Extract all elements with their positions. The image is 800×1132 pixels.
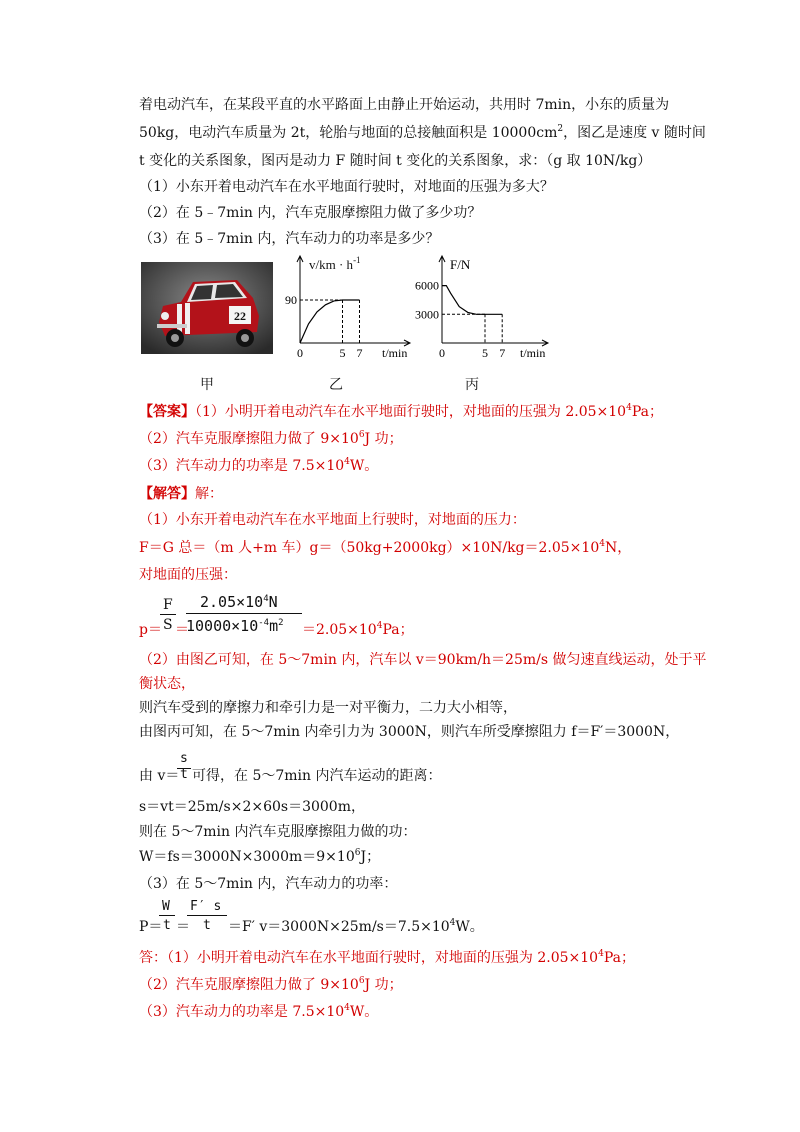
y-tick-label: 3000 — [415, 307, 439, 322]
problem-line-2: 50kg，电动汽车质量为 2t，轮胎与地面的总接触面积是 $10000cm^2$，图乙是速度 v 随时间 — [139, 124, 706, 141]
x-axis-label: t/min — [382, 346, 408, 360]
conclusion-1: 答：（1）小明开着电动汽车在水平地面行驶时，对地面的压强为 $2.05\times 10^4Pa$； — [139, 949, 635, 966]
answer-2: （2）汽车克服摩擦阻力做了 $9\times 10^6J$ 功； — [139, 430, 403, 447]
x-tick-label: 0 — [439, 346, 445, 360]
problem-line-1: 着电动汽车，在某段平直的水平路面上由静止开始运动，共用时 7min，小东的质量为 — [139, 97, 670, 113]
question-2: （2）在 5﹣7min 内，汽车克服摩擦阻力做了多少功？ — [139, 205, 482, 221]
y-axis-label: F/N — [450, 257, 471, 272]
question-3: （3）在 5﹣7min 内，汽车动力的功率是多少？ — [139, 231, 440, 247]
solution-line-3: 对地面的压强： — [139, 567, 237, 583]
solution-line-11: （3）在 5～7min 内，汽车动力的功率： — [139, 876, 398, 892]
answer-1: 【答案】（1）小明开着电动汽车在水平地面行驶时，对地面的压强为 $2.05\times 10^4Pa$； — [139, 403, 663, 420]
x-tick-label: 5 — [339, 346, 346, 360]
solution-line-4: （2）由图乙可知，在 5～7min 内，汽车以 v＝90km/h＝25m/s 做匀速直线运动，处于平 — [139, 652, 707, 668]
caption-bing: 丙 — [465, 377, 479, 393]
caption-yi: 乙 — [329, 377, 343, 393]
conclusion-2: （2）汽车克服摩擦阻力做了 $9\times 10^6J$ 功； — [139, 976, 403, 993]
x-tick-label: 0 — [297, 346, 303, 360]
problem-line-3: t 变化的关系图象，图丙是动力 F 随时间 t 变化的关系图象，求：（g 取 10N/kg） — [139, 153, 652, 169]
caption-jia: 甲 — [200, 377, 214, 393]
y-tick-label: 6000 — [415, 278, 439, 293]
solution-head: 【解答】解： — [139, 486, 223, 502]
solution-line-2: F＝G 总＝（m 人+m 车）$g=(50kg+2000kg)\times 10N/kg=2.05\times 10^4N$， — [139, 539, 632, 556]
car-image — [141, 262, 273, 354]
question-1: （1）小东开着电动汽车在水平地面行驶时，对地面的压强为多大？ — [139, 179, 554, 195]
y-tick-label: 90 — [285, 292, 297, 307]
solution-line-5: 衡状态， — [139, 676, 195, 692]
conclusion-3: （3）汽车动力的功率是 $7.5\times 10^4W$。 — [139, 1003, 379, 1020]
solution-line-6: 则汽车受到的摩擦力和牵引力是一对平衡力，二力大小相等， — [139, 700, 517, 716]
solution-line-10: $W=fs=3000N\times 3000m=9\times 10^6J$； — [139, 848, 381, 865]
series-line — [442, 286, 502, 315]
solution-line-9: 则在 5～7min 内汽车克服摩擦阻力做的功： — [139, 824, 417, 840]
velocity-chart-ylabel: $v/km \cdot h^{-1}$ — [309, 255, 361, 272]
answer-3: （3）汽车动力的功率是 $7.5\times 10^4W$。 — [139, 457, 379, 474]
x-tick-label: 7 — [356, 346, 363, 360]
solution-line-7: 由图丙可知，在 5～7min 内牵引力为 3000N，则汽车所受摩擦阻力 f＝F′＝3000N， — [139, 724, 680, 740]
x-axis-label: t/min — [520, 346, 546, 360]
x-tick-label: 7 — [499, 346, 506, 360]
solution-line-1: （1）小东开着电动汽车在水平地面上行驶时，对地面的压力： — [139, 512, 526, 528]
series-line — [300, 300, 360, 343]
x-tick-label: 5 — [482, 346, 488, 360]
car-number: 22 — [234, 309, 246, 323]
solution-line-8: s＝vt＝25m/s×2×60s＝3000m， — [139, 799, 365, 815]
force-chart — [405, 252, 550, 366]
